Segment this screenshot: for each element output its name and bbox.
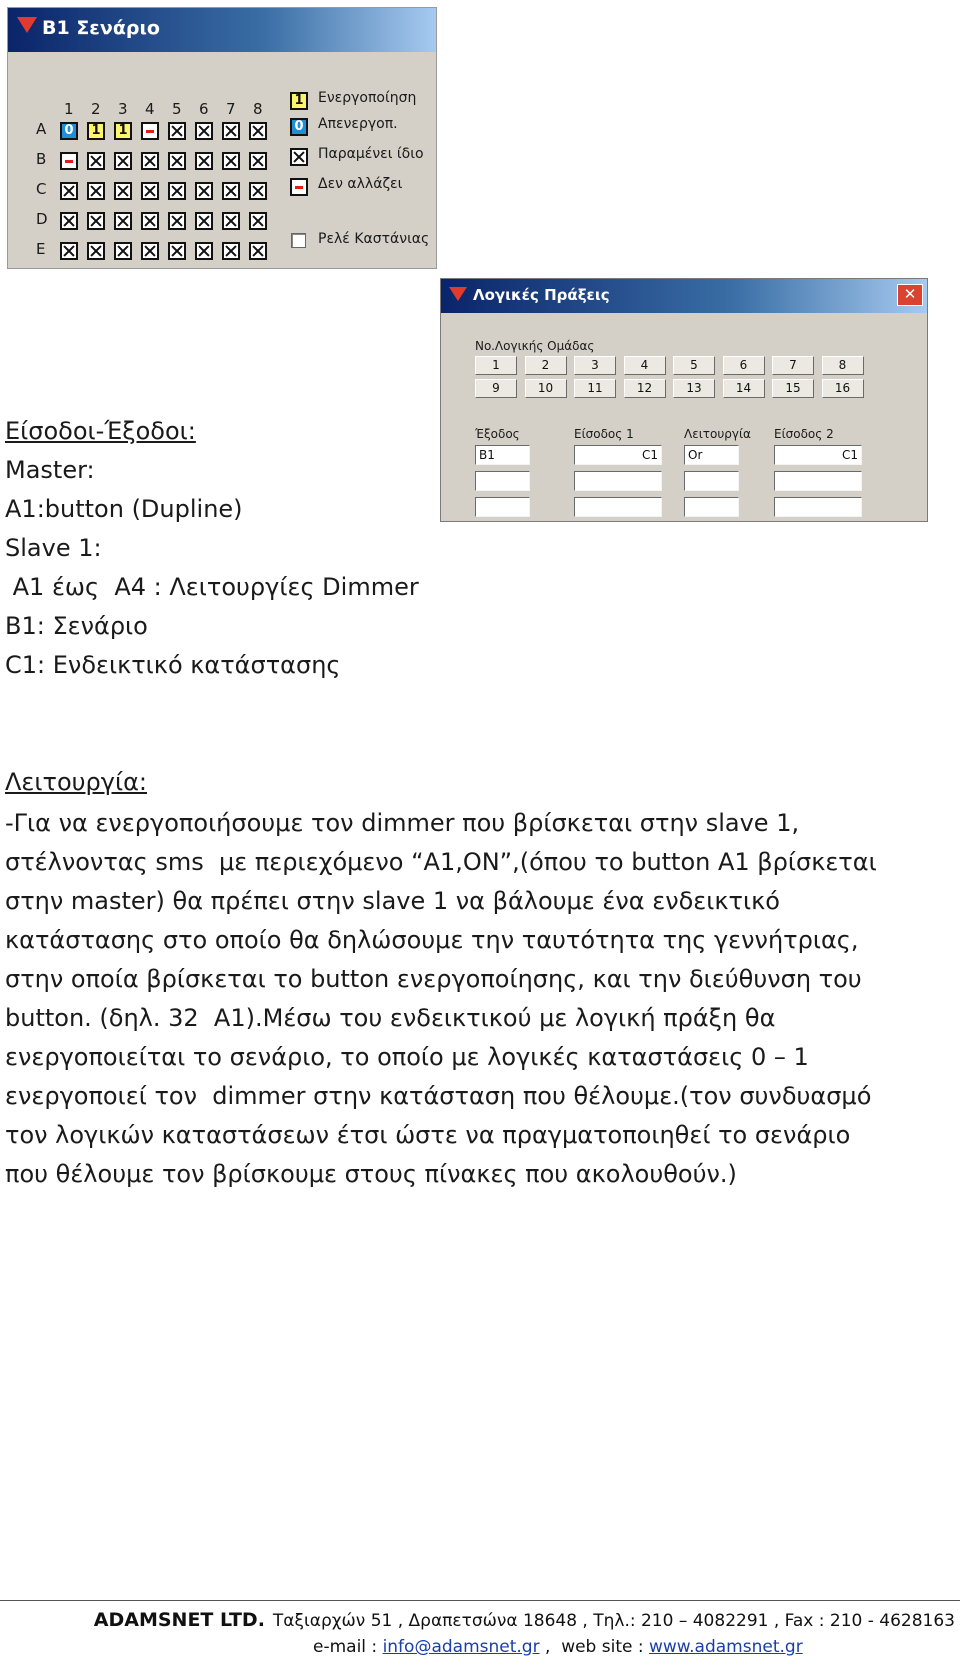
scenario-cell[interactable]	[141, 212, 159, 230]
row-letter: D	[36, 210, 48, 228]
paragraph-line: στέλνοντας sms με περιεχόμενο “A1,ON”,(όπου το button A1 βρίσκεται	[5, 848, 877, 876]
scenario-cell[interactable]	[195, 212, 213, 230]
scenario-cell[interactable]	[195, 122, 213, 140]
group-button[interactable]: 8	[822, 356, 864, 375]
group-button[interactable]: 7	[772, 356, 814, 375]
group-button[interactable]: 3	[574, 356, 616, 375]
group-button[interactable]: 16	[822, 379, 864, 398]
scenario-cell[interactable]	[249, 242, 267, 260]
row-letter: B	[36, 150, 47, 168]
paragraph-line: που θέλουμε τον βρίσκουμε στους πίνακες που ακολουθούν.)	[5, 1160, 737, 1188]
input2-field-empty[interactable]	[774, 471, 862, 491]
input1-field-empty[interactable]	[574, 471, 662, 491]
function-field-empty[interactable]	[684, 497, 739, 517]
relay-checkbox-label: Ρελέ Καστάνιας	[318, 231, 430, 247]
input2-field[interactable]: C1	[774, 445, 862, 465]
function-field[interactable]: Or	[684, 445, 739, 465]
output-field-empty[interactable]	[475, 471, 530, 491]
function-description	[5, 804, 955, 1194]
website-link[interactable]: www.adamsnet.gr	[649, 1637, 803, 1657]
column-number: 7	[226, 100, 236, 118]
input1-header: Είσοδος 1	[574, 427, 634, 441]
scenario-cell[interactable]	[114, 152, 132, 170]
input2-field-empty[interactable]	[774, 497, 862, 517]
scenario-window-titlebar	[8, 8, 436, 52]
scenario-cell[interactable]	[168, 122, 186, 140]
scenario-cell[interactable]	[168, 212, 186, 230]
company-name: ADAMSNET LTD.	[93, 1609, 265, 1631]
paragraph-line: κατάστασης στο οποίο θα δηλώσουμε την ταυτότητα της γεννήτριας,	[5, 926, 859, 954]
paragraph-line: στην master) θα πρέπει στην slave 1 να βάλουμε ένα ενδεικτικό	[5, 887, 780, 915]
paragraph-line: ενεργοποιεί τον dimmer στην κατάσταση που θέλουμε.(τον συνδυασμό	[5, 1082, 872, 1110]
scenario-window-title: B1 Σενάριο	[42, 17, 160, 39]
column-number: 3	[118, 100, 128, 118]
scenario-cell[interactable]	[195, 152, 213, 170]
function-heading: Λειτουργία:	[5, 768, 147, 796]
scenario-cell[interactable]	[87, 242, 105, 260]
io-a1: A1:button (Dupline)	[5, 495, 243, 523]
paragraph-line: στην οποία βρίσκεται το button ενεργοποίησης, και την διεύθυνση του	[5, 965, 862, 993]
email-label: e-mail :	[313, 1637, 383, 1657]
legend-symbol: 1	[290, 92, 308, 110]
input1-field-empty[interactable]	[574, 497, 662, 517]
scenario-cell[interactable]	[87, 212, 105, 230]
scenario-cell[interactable]	[222, 122, 240, 140]
group-button[interactable]: 15	[772, 379, 814, 398]
group-button[interactable]: 12	[624, 379, 666, 398]
column-number: 5	[172, 100, 182, 118]
io-master: Master:	[5, 456, 95, 484]
scenario-cell[interactable]	[87, 152, 105, 170]
group-button[interactable]: 10	[525, 379, 567, 398]
scenario-cell[interactable]	[141, 122, 159, 140]
output-header: Έξοδος	[475, 427, 520, 441]
io-a1-a4: A1 έως A4 : Λειτουργίες Dimmer	[5, 573, 419, 601]
output-field-empty[interactable]	[475, 497, 530, 517]
row-letter: A	[36, 120, 47, 138]
scenario-cell[interactable]	[249, 182, 267, 200]
logic-window-title: Λογικές Πράξεις	[473, 286, 610, 304]
group-button[interactable]: 4	[624, 356, 666, 375]
paragraph-line: τον λογικών καταστάσεων έτσι ώστε να πραγματοποιηθεί το σενάριο	[5, 1121, 851, 1149]
scenario-cell[interactable]	[114, 182, 132, 200]
scenario-cell[interactable]: 1	[114, 122, 132, 140]
email-link[interactable]: info@adamsnet.gr	[382, 1637, 540, 1657]
paragraph-line: ενεργοποιείται το σενάριο, το οποίο με λογικές καταστάσεις 0 – 1	[5, 1043, 809, 1071]
scenario-cell[interactable]	[141, 182, 159, 200]
input2-header: Είσοδος 2	[774, 427, 834, 441]
group-button[interactable]: 5	[673, 356, 715, 375]
paragraph-line: button. (δηλ. 32 A1).Μέσω του ενδεικτικού με λογική πράξη θα	[5, 1004, 776, 1032]
output-field[interactable]: B1	[475, 445, 530, 465]
scenario-cell[interactable]	[60, 242, 78, 260]
group-button[interactable]: 6	[723, 356, 765, 375]
relay-checkbox[interactable]	[291, 233, 306, 248]
close-icon[interactable]: ✕	[897, 284, 923, 306]
group-button[interactable]: 1	[475, 356, 517, 375]
legend-label: Ενεργοποίηση	[318, 90, 417, 106]
scenario-cell[interactable]	[141, 152, 159, 170]
scenario-cell[interactable]: 1	[87, 122, 105, 140]
scenario-cell[interactable]	[222, 212, 240, 230]
scenario-cell[interactable]	[168, 242, 186, 260]
legend-label: Δεν αλλάζει	[318, 176, 403, 192]
scenario-cell[interactable]	[249, 212, 267, 230]
company-address: Ταξιαρχών 51 , Δραπετσώνα 18648 , Τηλ.: 210 – 4082291 , Fax : 210 - 4628163	[272, 1611, 955, 1631]
column-number: 8	[253, 100, 263, 118]
scenario-cell[interactable]	[141, 242, 159, 260]
scenario-cell[interactable]	[60, 212, 78, 230]
column-number: 1	[64, 100, 74, 118]
io-b1: B1: Σενάριο	[5, 612, 148, 640]
scenario-cell[interactable]	[87, 182, 105, 200]
group-button[interactable]: 9	[475, 379, 517, 398]
group-button[interactable]: 13	[673, 379, 715, 398]
column-number: 2	[91, 100, 101, 118]
io-heading: Είσοδοι-Έξοδοι:	[5, 417, 196, 445]
scenario-cell[interactable]	[60, 182, 78, 200]
footer-line-2	[313, 1637, 803, 1657]
legend-symbol	[290, 178, 308, 196]
logic-window-titlebar	[441, 279, 927, 313]
scenario-cell[interactable]	[195, 182, 213, 200]
scenario-cell[interactable]	[222, 182, 240, 200]
scenario-cell[interactable]	[168, 182, 186, 200]
scenario-cell[interactable]	[222, 152, 240, 170]
legend-label: Παραμένει ίδιο	[318, 146, 424, 162]
group-button[interactable]: 14	[723, 379, 765, 398]
row-letter: C	[36, 180, 47, 198]
scenario-cell[interactable]	[114, 242, 132, 260]
io-c1: C1: Ενδεικτικό κατάστασης	[5, 651, 341, 679]
scenario-cell[interactable]	[114, 212, 132, 230]
function-field-empty[interactable]	[684, 471, 739, 491]
scenario-window	[7, 7, 437, 269]
row-letter: E	[36, 240, 46, 258]
input1-field[interactable]: C1	[574, 445, 662, 465]
scenario-cell[interactable]	[249, 122, 267, 140]
group-button[interactable]: 2	[525, 356, 567, 375]
io-slave: Slave 1:	[5, 534, 102, 562]
function-header: Λειτουργία	[684, 427, 751, 441]
scenario-cell[interactable]	[168, 152, 186, 170]
paragraph-line: -Για να ενεργοποιήσουμε τον dimmer που βρίσκεται στην slave 1,	[5, 809, 800, 837]
website-label: , web site :	[539, 1637, 649, 1657]
legend-symbol: 0	[290, 118, 308, 136]
legend-label: Απενεργοπ.	[318, 116, 398, 132]
scenario-cell[interactable]: 0	[60, 122, 78, 140]
scenario-cell[interactable]	[249, 152, 267, 170]
column-number: 4	[145, 100, 155, 118]
footer-line-1	[94, 1609, 955, 1631]
logic-window	[440, 278, 928, 522]
group-button[interactable]: 11	[574, 379, 616, 398]
scenario-cell[interactable]	[60, 152, 78, 170]
app-logo-icon	[449, 287, 467, 301]
legend-symbol	[290, 148, 308, 166]
footer-divider	[0, 1600, 960, 1601]
app-logo-icon	[17, 17, 37, 33]
column-number: 6	[199, 100, 209, 118]
scenario-cell[interactable]	[195, 242, 213, 260]
group-label: No.Λογικής Ομάδας	[475, 339, 595, 353]
scenario-cell[interactable]	[222, 242, 240, 260]
